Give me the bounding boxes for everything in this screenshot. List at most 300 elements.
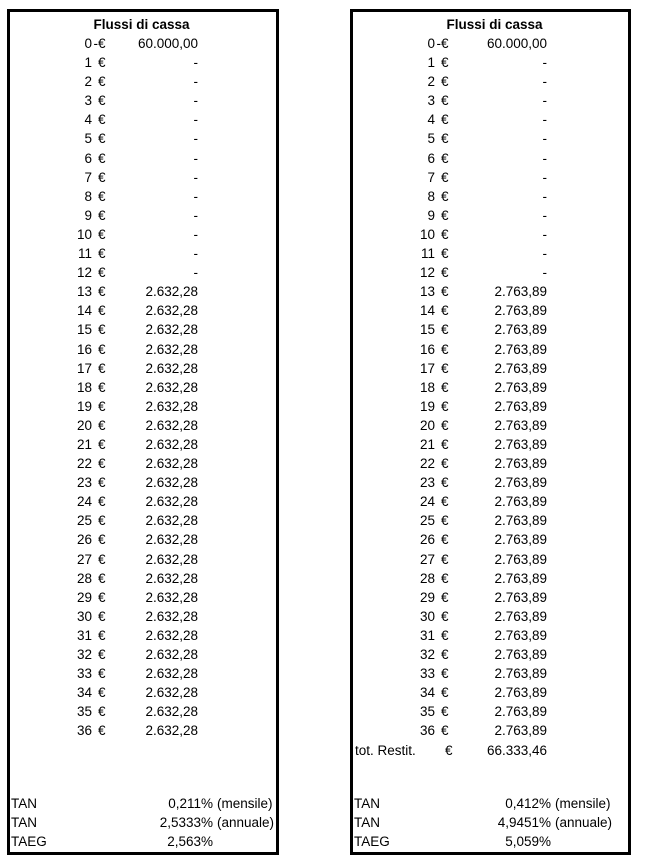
period-number: 13 <box>419 284 435 300</box>
rate-value: 4,9451% <box>497 815 551 830</box>
euro-sign: € <box>98 685 106 701</box>
period-number: 19 <box>76 398 92 414</box>
amount: - <box>193 246 198 262</box>
euro-sign: € <box>98 417 106 433</box>
rates-block <box>10 794 276 851</box>
euro-sign: € <box>98 284 106 300</box>
table-row <box>353 607 628 626</box>
euro-sign: € <box>441 723 449 739</box>
euro-sign: € <box>441 532 449 548</box>
table-row <box>353 702 628 721</box>
table-title: Flussi di cassa <box>446 17 543 32</box>
period-number: 23 <box>419 475 435 491</box>
table-row <box>353 359 628 378</box>
euro-sign: € <box>98 131 106 147</box>
table-row <box>10 320 276 339</box>
period-number: 26 <box>76 532 92 548</box>
euro-sign: € <box>98 436 106 452</box>
amount: - <box>193 150 198 166</box>
period-number: 21 <box>419 436 435 452</box>
period-number: 15 <box>419 322 435 338</box>
period-number: 3 <box>427 93 435 109</box>
euro-sign: € <box>98 55 106 71</box>
amount: - <box>193 265 198 281</box>
period-number: 12 <box>419 265 435 281</box>
euro-sign: € <box>441 150 449 166</box>
euro-sign: € <box>98 647 106 662</box>
table-row <box>353 473 628 492</box>
amount: 2.632,28 <box>145 303 198 319</box>
euro-sign: € <box>445 743 453 758</box>
amount: 2.632,28 <box>145 570 198 586</box>
table-row <box>10 263 276 282</box>
table-row <box>10 149 276 168</box>
amount: - <box>542 265 547 281</box>
euro-sign: € <box>441 666 449 682</box>
euro-sign: € <box>98 379 106 395</box>
amount: - <box>193 131 198 147</box>
euro-sign: € <box>441 112 449 128</box>
period-number: 36 <box>419 723 435 739</box>
amount: - <box>542 55 547 71</box>
euro-sign: € <box>441 379 449 395</box>
period-number: 31 <box>419 627 435 643</box>
period-number: 31 <box>76 627 92 643</box>
amount: 2.763,89 <box>494 379 547 395</box>
period-number: 18 <box>419 379 435 395</box>
amount: - <box>542 131 547 147</box>
amount: 2.763,89 <box>494 666 547 682</box>
table-row <box>10 397 276 416</box>
table-row <box>353 282 628 301</box>
period-number: 19 <box>419 398 435 414</box>
amount: 2.632,28 <box>145 627 198 643</box>
period-number: 20 <box>76 417 92 433</box>
period-number: 32 <box>419 647 435 662</box>
period-number: 13 <box>76 284 92 300</box>
table-row <box>353 397 628 416</box>
euro-sign: € <box>98 570 106 586</box>
amount: 2.632,28 <box>145 704 198 720</box>
period-number: 28 <box>419 570 435 586</box>
euro-sign: € <box>441 188 449 204</box>
euro-sign: € <box>441 360 449 376</box>
table-row <box>353 244 628 263</box>
period-number: 3 <box>84 93 92 109</box>
amount: - <box>542 188 547 204</box>
euro-sign: € <box>441 398 449 414</box>
cash-flow-table-left <box>7 9 279 855</box>
amount: 2.763,89 <box>494 589 547 605</box>
euro-sign: € <box>441 322 449 338</box>
euro-sign: € <box>98 704 106 720</box>
table-row <box>353 569 628 588</box>
rate-value: 2,563% <box>167 834 213 849</box>
euro-sign: € <box>441 246 449 262</box>
period-number: 9 <box>427 207 435 223</box>
amount: - <box>542 226 547 242</box>
table-row <box>353 320 628 339</box>
table-row <box>10 645 276 664</box>
euro-sign: € <box>441 647 449 662</box>
table-row <box>353 378 628 397</box>
period-number: 22 <box>419 456 435 472</box>
table-row <box>353 492 628 511</box>
table-row <box>353 550 628 569</box>
euro-sign: € <box>441 131 449 147</box>
table-row <box>10 225 276 244</box>
amount: 2.763,89 <box>494 456 547 472</box>
period-number: 8 <box>427 188 435 204</box>
amount: 2.763,89 <box>494 303 547 319</box>
euro-sign: € <box>98 551 106 567</box>
rate-label: TAEG <box>354 834 390 849</box>
period-number: 29 <box>76 589 92 605</box>
amount: 2.632,28 <box>145 417 198 433</box>
euro-sign: € <box>441 475 449 491</box>
amount: - <box>193 74 198 90</box>
period-number: 1 <box>84 55 92 71</box>
rate-label: TAEG <box>11 834 47 849</box>
negative-sign: - <box>93 36 98 51</box>
euro-sign: € <box>441 169 449 185</box>
period-number: 4 <box>84 112 92 128</box>
rate-row <box>10 813 276 832</box>
rate-label: TAN <box>354 796 380 811</box>
table-row <box>10 110 276 129</box>
period-number: 1 <box>427 55 435 71</box>
rate-label: TAN <box>11 815 37 830</box>
euro-sign: € <box>98 513 106 529</box>
euro-sign: € <box>98 475 106 491</box>
period-number: 28 <box>76 570 92 586</box>
table-row <box>353 34 628 53</box>
euro-sign: € <box>98 398 106 414</box>
period-number: 21 <box>76 436 92 452</box>
table-row <box>353 187 628 206</box>
table-row <box>10 454 276 473</box>
amount: - <box>542 207 547 223</box>
period-number: 30 <box>419 608 435 624</box>
table-row <box>353 91 628 110</box>
rates-block <box>353 794 628 851</box>
cash-flow-rows <box>353 34 628 740</box>
amount: 2.632,28 <box>145 589 198 605</box>
period-number: 15 <box>76 322 92 338</box>
amount: - <box>193 207 198 223</box>
period-number: 34 <box>419 685 435 701</box>
table-row <box>353 416 628 435</box>
rate-value: 5,059% <box>505 834 551 849</box>
euro-sign: € <box>98 322 106 338</box>
euro-sign: € <box>441 303 449 319</box>
period-number: 10 <box>419 226 435 242</box>
euro-sign: € <box>441 93 449 109</box>
period-number: 29 <box>419 589 435 605</box>
period-number: 7 <box>427 169 435 185</box>
table-row <box>10 569 276 588</box>
rate-row <box>353 794 628 813</box>
euro-sign: € <box>98 226 106 242</box>
euro-sign: € <box>98 494 106 510</box>
euro-sign: € <box>441 226 449 242</box>
euro-sign: € <box>98 456 106 472</box>
table-row <box>10 187 276 206</box>
euro-sign: € <box>441 608 449 624</box>
period-number: 18 <box>76 379 92 395</box>
period-number: 2 <box>427 74 435 90</box>
amount: 2.632,28 <box>145 456 198 472</box>
amount: 60.000,00 <box>137 36 198 51</box>
table-row <box>353 511 628 530</box>
period-number: 20 <box>419 417 435 433</box>
total-repaid-row <box>353 741 628 760</box>
table-row <box>10 511 276 530</box>
table-row <box>10 53 276 72</box>
period-number: 6 <box>427 150 435 166</box>
rate-row <box>353 813 628 832</box>
period-number: 6 <box>84 150 92 166</box>
table-row <box>353 129 628 148</box>
euro-sign: € <box>98 303 106 319</box>
euro-sign: € <box>98 265 106 281</box>
table-row <box>353 645 628 664</box>
rate-row <box>10 794 276 813</box>
amount: 2.763,89 <box>494 627 547 643</box>
period-number: 16 <box>76 341 92 357</box>
table-row <box>10 607 276 626</box>
table-row <box>10 721 276 740</box>
table-row <box>353 664 628 683</box>
amount: 2.763,89 <box>494 322 547 338</box>
amount: 2.763,89 <box>494 417 547 433</box>
euro-sign: € <box>98 188 106 204</box>
table-row <box>10 588 276 607</box>
euro-sign: € <box>441 494 449 510</box>
amount: 2.632,28 <box>145 608 198 624</box>
table-row <box>10 378 276 397</box>
amount: 2.763,89 <box>494 551 547 567</box>
amount: 2.632,28 <box>145 513 198 529</box>
table-row <box>10 702 276 721</box>
euro-sign: € <box>98 112 106 128</box>
amount: 2.763,89 <box>494 398 547 414</box>
period-number: 2 <box>84 74 92 90</box>
table-row <box>10 626 276 645</box>
period-number: 32 <box>76 647 92 662</box>
euro-sign: € <box>98 169 106 185</box>
period-number: 9 <box>84 207 92 223</box>
period-number: 14 <box>419 303 435 319</box>
euro-sign: € <box>441 513 449 529</box>
table-row <box>10 473 276 492</box>
euro-sign: € <box>98 207 106 223</box>
period-number: 33 <box>419 666 435 682</box>
table-row <box>353 340 628 359</box>
euro-sign: € <box>98 723 106 739</box>
period-number: 27 <box>419 551 435 567</box>
euro-sign: € <box>441 704 449 720</box>
period-number: 0 <box>427 36 435 51</box>
amount: 2.632,28 <box>145 723 198 739</box>
period-number: 11 <box>77 246 92 262</box>
amount: 2.632,28 <box>145 685 198 701</box>
negative-sign: - <box>436 36 441 51</box>
table-row <box>10 244 276 263</box>
total-label: tot. Restit. <box>355 743 416 758</box>
rate-row <box>10 832 276 851</box>
amount: 2.763,89 <box>494 570 547 586</box>
amount: 2.763,89 <box>494 284 547 300</box>
amount: 2.632,28 <box>145 379 198 395</box>
amount: 60.000,00 <box>486 36 547 51</box>
amount: - <box>542 169 547 185</box>
table-row <box>10 416 276 435</box>
period-number: 17 <box>419 360 435 376</box>
amount: 2.632,28 <box>145 284 198 300</box>
period-number: 30 <box>76 608 92 624</box>
rate-value: 2,5333% <box>159 815 213 830</box>
rate-value: 0,412% <box>505 796 551 811</box>
amount: 2.763,89 <box>494 532 547 548</box>
euro-sign: € <box>98 666 106 682</box>
table-row <box>353 435 628 454</box>
period-number: 24 <box>76 494 92 510</box>
amount: 2.632,28 <box>145 322 198 338</box>
amount: - <box>193 55 198 71</box>
table-row <box>353 72 628 91</box>
euro-sign: € <box>98 93 106 109</box>
table-row <box>10 301 276 320</box>
euro-sign: € <box>441 589 449 605</box>
table-row <box>10 683 276 702</box>
table-row <box>353 225 628 244</box>
amount: 2.632,28 <box>145 647 198 662</box>
table-row <box>353 626 628 645</box>
total-amount: 66.333,46 <box>486 743 547 758</box>
euro-sign: € <box>441 265 449 281</box>
euro-sign: € <box>441 36 449 51</box>
amount: - <box>193 188 198 204</box>
amount: - <box>193 93 198 109</box>
euro-sign: € <box>98 341 106 357</box>
amount: 2.763,89 <box>494 647 547 662</box>
table-row <box>353 149 628 168</box>
euro-sign: € <box>98 589 106 605</box>
amount: 2.763,89 <box>494 608 547 624</box>
euro-sign: € <box>441 551 449 567</box>
table-title: Flussi di cassa <box>93 17 190 32</box>
period-number: 35 <box>76 704 92 720</box>
amount: - <box>193 226 198 242</box>
table-row <box>10 129 276 148</box>
amount: - <box>542 150 547 166</box>
cash-flow-rows <box>10 34 276 740</box>
euro-sign: € <box>441 685 449 701</box>
table-row <box>10 550 276 569</box>
rate-label: TAN <box>354 815 380 830</box>
euro-sign: € <box>441 436 449 452</box>
period-number: 0 <box>84 36 92 51</box>
euro-sign: € <box>98 74 106 90</box>
euro-sign: € <box>98 360 106 376</box>
table-row <box>10 664 276 683</box>
table-row <box>353 263 628 282</box>
cash-flow-table-right <box>350 9 631 855</box>
amount: 2.763,89 <box>494 685 547 701</box>
table-row <box>353 110 628 129</box>
amount: 2.632,28 <box>145 341 198 357</box>
euro-sign: € <box>98 532 106 548</box>
euro-sign: € <box>441 207 449 223</box>
amount: - <box>542 112 547 128</box>
period-number: 26 <box>419 532 435 548</box>
table-row <box>10 492 276 511</box>
table-row <box>10 168 276 187</box>
period-number: 34 <box>76 685 92 701</box>
table-row <box>353 588 628 607</box>
amount: - <box>542 93 547 109</box>
period-number: 17 <box>76 360 92 376</box>
amount: 2.763,89 <box>494 341 547 357</box>
period-number: 12 <box>76 265 92 281</box>
period-number: 11 <box>420 246 435 262</box>
euro-sign: € <box>98 627 106 643</box>
amount: 2.763,89 <box>494 723 547 739</box>
euro-sign: € <box>441 570 449 586</box>
amount: 2.632,28 <box>145 475 198 491</box>
period-number: 7 <box>84 169 92 185</box>
amount: 2.763,89 <box>494 475 547 491</box>
euro-sign: € <box>441 74 449 90</box>
period-number: 14 <box>76 303 92 319</box>
amount: 2.632,28 <box>145 532 198 548</box>
period-number: 35 <box>419 704 435 720</box>
period-number: 8 <box>84 188 92 204</box>
table-row <box>10 435 276 454</box>
amount: - <box>542 246 547 262</box>
table-row <box>353 301 628 320</box>
amount: 2.632,28 <box>145 666 198 682</box>
table-row <box>353 168 628 187</box>
period-number: 36 <box>76 723 92 739</box>
period-number: 23 <box>76 475 92 491</box>
rate-row <box>353 832 628 851</box>
amount: 2.763,89 <box>494 436 547 452</box>
rate-value: 0,211% <box>168 796 213 811</box>
rate-period-note: (mensile) <box>217 796 273 811</box>
table-row <box>353 53 628 72</box>
table-row <box>353 454 628 473</box>
euro-sign: € <box>98 150 106 166</box>
table-row <box>353 721 628 740</box>
euro-sign: € <box>441 55 449 71</box>
period-number: 5 <box>84 131 92 147</box>
table-row <box>353 683 628 702</box>
euro-sign: € <box>98 246 106 262</box>
period-number: 24 <box>419 494 435 510</box>
period-number: 4 <box>427 112 435 128</box>
euro-sign: € <box>98 36 106 51</box>
table-row <box>10 530 276 549</box>
table-row <box>10 34 276 53</box>
euro-sign: € <box>441 627 449 643</box>
euro-sign: € <box>441 284 449 300</box>
euro-sign: € <box>441 417 449 433</box>
period-number: 25 <box>419 513 435 529</box>
amount: 2.763,89 <box>494 494 547 510</box>
amount: 2.763,89 <box>494 513 547 529</box>
